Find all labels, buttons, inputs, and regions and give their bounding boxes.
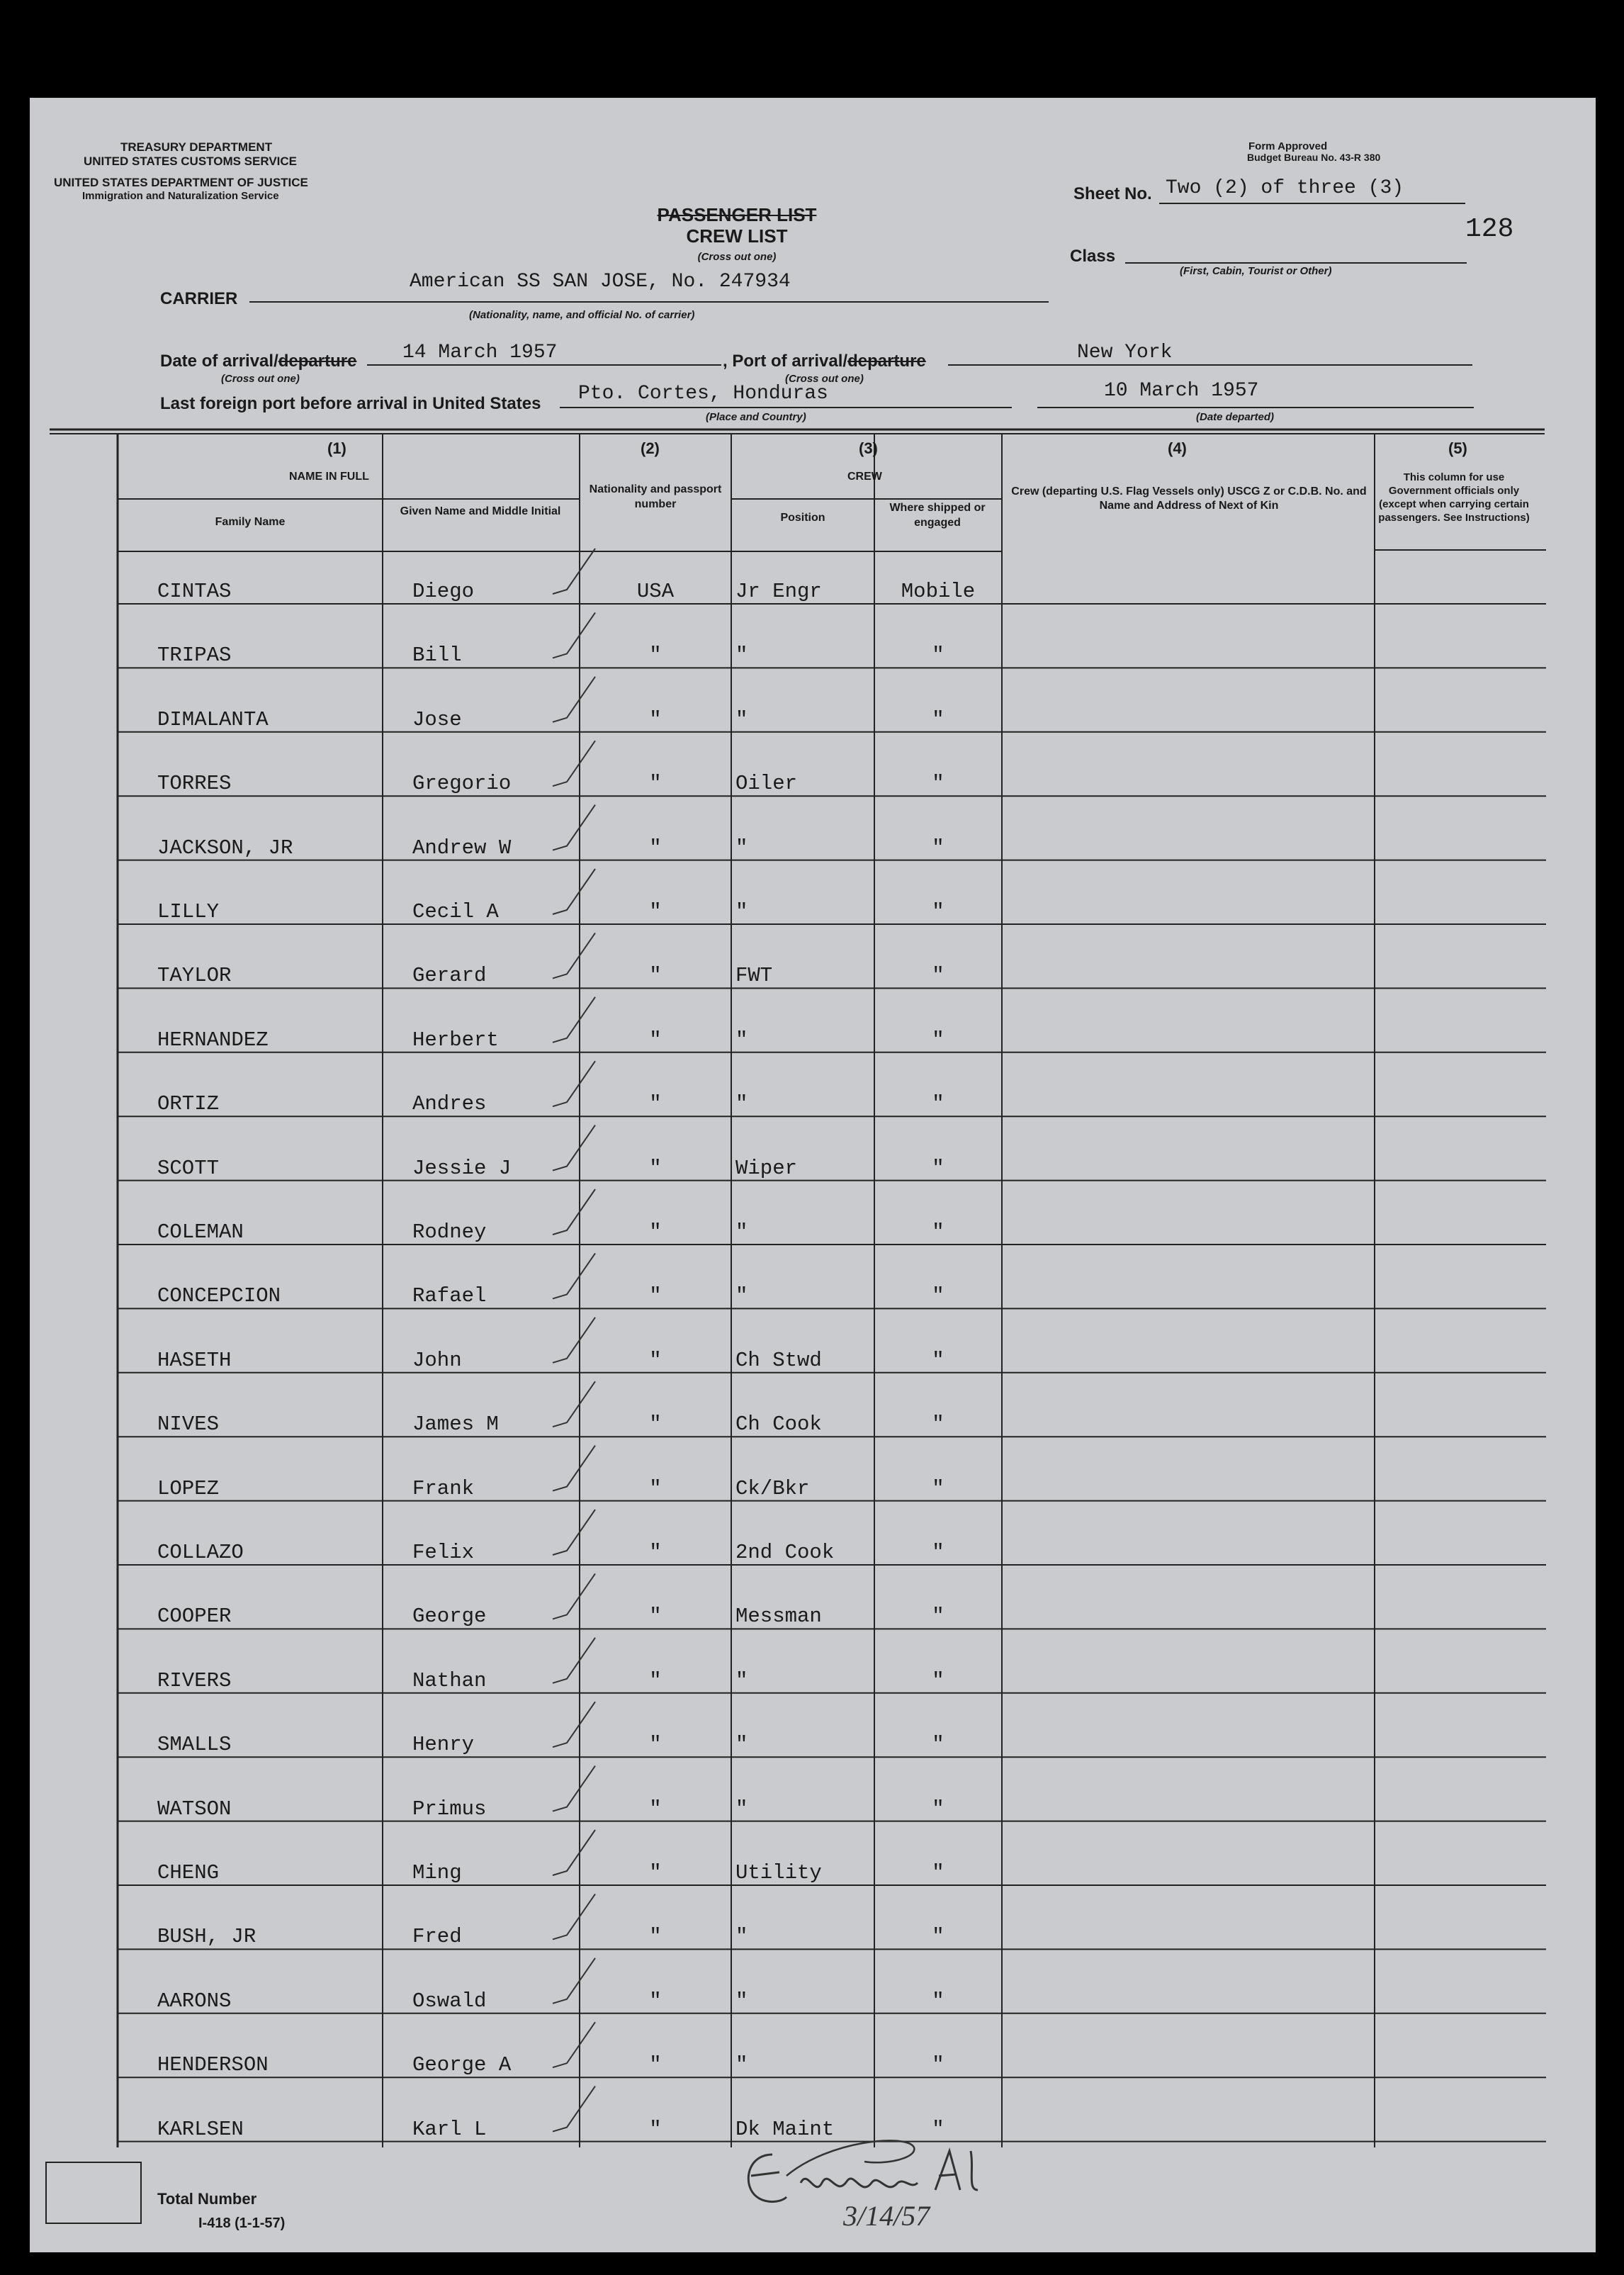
col-government: This column for use Government officials only (except when carrying certain passengers. See Instructions) [1378, 471, 1530, 524]
given-name-cell: Fred [412, 1925, 462, 1949]
position-cell: 2nd Cook [735, 1541, 835, 1564]
nationality-cell: " [649, 1989, 662, 2013]
shipped-cell: " [932, 836, 944, 860]
position-cell: " [735, 2053, 748, 2077]
given-name-cell: Jose [412, 707, 462, 731]
title-passenger-list: PASSENGER LIST [657, 204, 817, 225]
carrier-value: American SS SAN JOSE, No. 247934 [410, 271, 791, 293]
port-hint: (Cross out one) [785, 373, 864, 385]
family-name-cell: WATSON [157, 1797, 232, 1821]
family-name-cell: ORTIZ [157, 1092, 220, 1116]
nationality-cell: " [649, 644, 662, 668]
position-cell: " [735, 644, 748, 668]
family-name-cell: CONCEPCION [157, 1284, 281, 1308]
shipped-cell: " [932, 1028, 944, 1052]
given-name-cell: John [412, 1348, 462, 1372]
shipped-cell: " [932, 1925, 944, 1949]
given-name-cell: Diego [412, 580, 475, 603]
given-name-cell: Frank [412, 1476, 475, 1500]
nationality-cell: " [649, 836, 662, 860]
port-of-arrival-label: , Port of arrival/departure [723, 352, 926, 371]
nationality-cell: " [649, 772, 662, 796]
family-name-cell: HASETH [157, 1348, 232, 1372]
family-name-cell: SCOTT [157, 1156, 220, 1180]
family-name-cell: TAYLOR [157, 964, 232, 988]
nationality-cell: " [649, 900, 662, 923]
position-cell: Ck/Bkr [735, 1476, 810, 1500]
position-cell: " [735, 1925, 748, 1949]
given-name-cell: Gerard [412, 964, 487, 988]
arrival-date-hint: (Cross out one) [221, 373, 300, 385]
given-name-cell: Oswald [412, 1989, 487, 2013]
nationality-cell: " [649, 1541, 662, 1564]
family-name-cell: LILLY [157, 900, 220, 923]
given-name-cell: Primus [412, 1797, 487, 1821]
col-given-name: Given Name and Middle Initial [400, 505, 561, 517]
total-number-label: Total Number [157, 2190, 257, 2208]
family-name-cell: JACKSON, JR [157, 836, 293, 860]
svg-text:3/14/57: 3/14/57 [843, 2200, 930, 2232]
shipped-cell: " [932, 1541, 944, 1564]
shipped-cell: " [932, 900, 944, 923]
nationality-cell: " [649, 1668, 662, 1692]
family-name-cell: COLEMAN [157, 1220, 244, 1244]
given-name-cell: Nathan [412, 1668, 487, 1692]
nationality-cell: USA [636, 580, 675, 603]
shipped-cell: " [932, 1412, 944, 1437]
last-port-hint: (Place and Country) [706, 411, 806, 423]
position-cell: Messman [735, 1605, 822, 1629]
given-name-cell: Karl L [412, 2117, 487, 2141]
shipped-cell: " [932, 1861, 944, 1884]
nationality-cell: " [649, 1412, 662, 1437]
family-name-cell: COLLAZO [157, 1541, 244, 1564]
given-name-cell: Gregorio [412, 772, 512, 796]
shipped-cell: " [932, 1989, 944, 2013]
date-departed-value: 10 March 1957 [1104, 380, 1259, 402]
agency-line-3: UNITED STATES DEPARTMENT OF JUSTICE [54, 176, 308, 189]
shipped-cell: " [932, 1668, 944, 1692]
given-name-cell: Jessie J [412, 1156, 512, 1180]
family-name-cell: LOPEZ [157, 1476, 220, 1500]
cross-out-note: (Cross out one) [697, 251, 777, 263]
nationality-cell: " [649, 964, 662, 988]
date-departed-hint: (Date departed) [1196, 411, 1275, 423]
family-name-cell: RIVERS [157, 1668, 232, 1692]
given-name-cell: George A [412, 2053, 512, 2077]
col-crew-details: Crew (departing U.S. Flag Vessels only) USCG Z or C.D.B. No. and Name and Address of Next of Kin [1011, 485, 1367, 512]
family-name-cell: CHENG [157, 1861, 220, 1884]
shipped-cell: " [932, 2117, 944, 2141]
last-port-label: Last foreign port before arrival in United States [160, 394, 541, 413]
col1-number: (1) [327, 439, 346, 457]
last-port-value: Pto. Cortes, Honduras [578, 383, 828, 405]
nationality-cell: " [649, 1861, 662, 1884]
family-name-cell: BUSH, JR [157, 1925, 256, 1949]
family-name-cell: NIVES [157, 1412, 220, 1437]
col-family-name: Family Name [215, 516, 286, 528]
nationality-cell: " [649, 1220, 662, 1244]
port-of-arrival-value: New York [1077, 342, 1173, 364]
col-where-shipped: Where shipped or engaged [889, 502, 986, 529]
nationality-cell: " [649, 1348, 662, 1372]
given-name-cell: Cecil A [412, 900, 499, 923]
given-name-cell: Ming [412, 1861, 462, 1884]
signature [723, 2126, 1020, 2232]
budget-bureau: Budget Bureau No. 43-R 380 [1247, 152, 1381, 163]
family-name-cell: HERNANDEZ [157, 1028, 269, 1052]
shipped-cell: " [932, 1797, 944, 1821]
position-cell: FWT [735, 964, 773, 988]
given-name-cell: Rodney [412, 1220, 487, 1244]
shipped-cell: " [932, 1605, 944, 1629]
position-cell: Wiper [735, 1156, 798, 1180]
col-position: Position [780, 512, 825, 524]
form-number: I-418 (1-1-57) [198, 2215, 286, 2231]
col3-number: (3) [859, 439, 878, 457]
nationality-cell: " [649, 1925, 662, 1949]
position-cell: " [735, 1733, 748, 1757]
shipped-cell: " [932, 1092, 944, 1116]
class-label: Class [1070, 247, 1116, 266]
nationality-cell: " [649, 1284, 662, 1308]
sheet-no-label: Sheet No. [1073, 184, 1152, 203]
carrier-hint: (Nationality, name, and official No. of carrier) [469, 309, 695, 321]
position-cell: Utility [735, 1861, 822, 1884]
shipped-cell: " [932, 1284, 944, 1308]
nationality-cell: " [649, 1028, 662, 1052]
position-cell: " [735, 900, 748, 923]
nationality-cell: " [649, 1605, 662, 1629]
shipped-cell: " [932, 644, 944, 668]
title-crew-list: CREW LIST [686, 225, 788, 247]
arrival-date-value: 14 March 1957 [402, 342, 558, 364]
position-cell: " [735, 1284, 748, 1308]
position-cell: " [735, 1668, 748, 1692]
given-name-cell: James M [412, 1412, 499, 1437]
page-number: 128 [1465, 214, 1514, 245]
given-name-cell: Felix [412, 1541, 475, 1564]
shipped-cell: " [932, 1348, 944, 1372]
nationality-cell: " [649, 1476, 662, 1500]
position-cell: " [735, 1028, 748, 1052]
nationality-cell: " [649, 1733, 662, 1757]
nationality-cell: " [649, 1797, 662, 1821]
agency-line-1: TREASURY DEPARTMENT [120, 140, 273, 154]
nationality-cell: " [649, 707, 662, 731]
given-name-cell: George [412, 1605, 487, 1629]
col-crew: CREW [847, 471, 882, 483]
family-name-cell: COOPER [157, 1605, 232, 1629]
given-name-cell: Bill [412, 644, 462, 668]
position-cell: Ch Cook [735, 1412, 822, 1437]
given-name-cell: Herbert [412, 1028, 499, 1052]
shipped-cell: " [932, 1733, 944, 1757]
position-cell: Oiler [735, 772, 798, 796]
shipped-cell: " [932, 1156, 944, 1180]
shipped-cell: " [932, 1476, 944, 1500]
position-cell: " [735, 1220, 748, 1244]
total-number-box [45, 2162, 142, 2224]
nationality-cell: " [649, 2117, 662, 2141]
sheet-no-value: Two (2) of three (3) [1166, 177, 1404, 199]
nationality-cell: " [649, 2053, 662, 2077]
shipped-cell: Mobile [901, 580, 976, 603]
form-approved: Form Approved [1248, 140, 1328, 152]
shipped-cell: " [932, 964, 944, 988]
family-name-cell: CINTAS [157, 580, 232, 603]
agency-line-2: UNITED STATES CUSTOMS SERVICE [84, 155, 298, 168]
shipped-cell: " [932, 2053, 944, 2077]
position-cell: " [735, 1092, 748, 1116]
position-cell: Jr Engr [735, 580, 822, 603]
family-name-cell: KARLSEN [157, 2117, 244, 2141]
arrival-date-label: Date of arrival/departure [160, 352, 357, 371]
agency-line-4: Immigration and Naturalization Service [82, 190, 279, 202]
nationality-cell: " [649, 1092, 662, 1116]
family-name-cell: DIMALANTA [157, 707, 269, 731]
given-name-cell: Andres [412, 1092, 487, 1116]
family-name-cell: SMALLS [157, 1733, 232, 1757]
col2-number: (2) [641, 439, 660, 457]
nationality-cell: " [649, 1156, 662, 1180]
shipped-cell: " [932, 1220, 944, 1244]
given-name-cell: Rafael [412, 1284, 487, 1308]
position-cell: " [735, 836, 748, 860]
family-name-cell: HENDERSON [157, 2053, 269, 2077]
position-cell: Ch Stwd [735, 1348, 822, 1372]
family-name-cell: AARONS [157, 1989, 232, 2013]
col-nationality: Nationality and passport number [589, 483, 722, 510]
given-name-cell: Henry [412, 1733, 475, 1757]
position-cell: Dk Maint [735, 2117, 835, 2141]
col4-number: (4) [1168, 439, 1187, 457]
family-name-cell: TORRES [157, 772, 232, 796]
shipped-cell: " [932, 772, 944, 796]
class-hint: (First, Cabin, Tourist or Other) [1180, 265, 1332, 277]
position-cell: " [735, 707, 748, 731]
position-cell: " [735, 1989, 748, 2013]
col5-number: (5) [1448, 439, 1467, 457]
family-name-cell: TRIPAS [157, 644, 232, 668]
position-cell: " [735, 1797, 748, 1821]
shipped-cell: " [932, 707, 944, 731]
carrier-label: CARRIER [160, 289, 238, 308]
given-name-cell: Andrew W [412, 836, 512, 860]
col1-title: NAME IN FULL [289, 471, 369, 483]
